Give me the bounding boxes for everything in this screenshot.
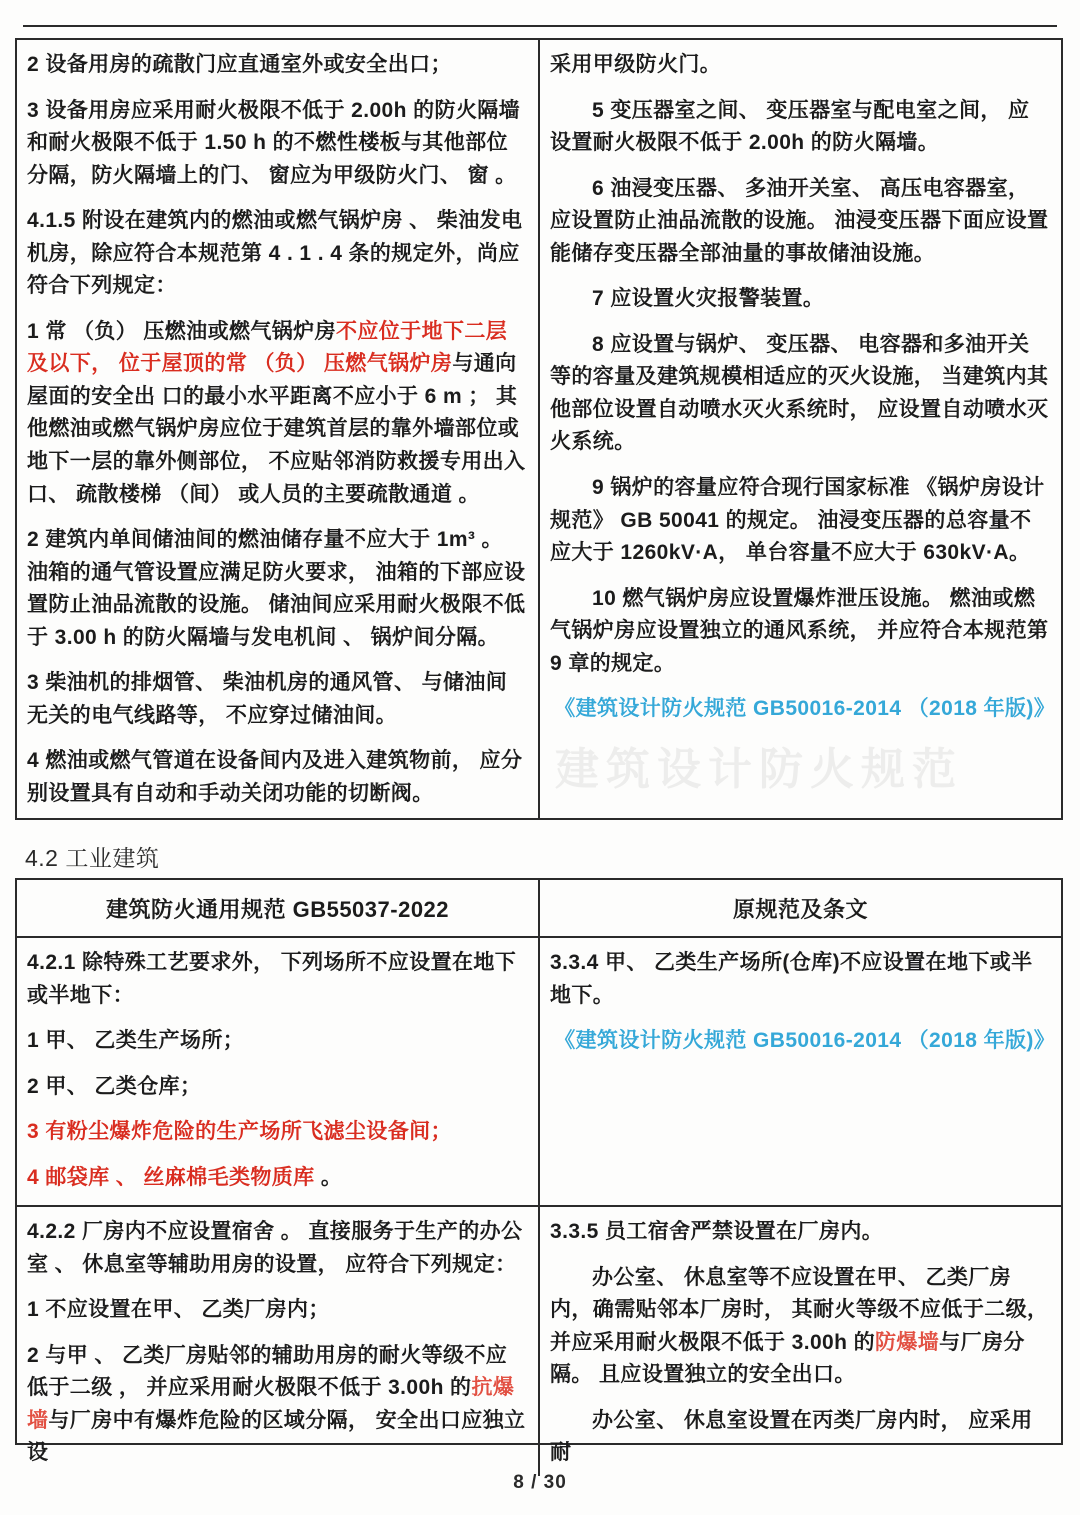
text-run: 10 燃气锅炉房应设置爆炸泄压设施。 燃油或燃气锅炉房应设置独立的通风系统， 并应符合本规范第 9 章的规定。 [550,586,1049,675]
paragraph [27,316,526,511]
paragraph [550,173,1049,271]
paragraph [27,1025,526,1058]
text-run: 办公室、 休息室设置在丙类厂房内时， 应采用耐 [550,1408,1033,1465]
text-run: 1 常 （负） 压燃油或燃气锅炉房 [27,319,336,343]
paragraph [27,1116,526,1149]
paragraph [550,693,1056,726]
code-citation: 《建筑设计防火规范 GB50016-2014 （2018 年版)》 [554,697,1056,721]
watermark: 建筑设计防火规范 [555,745,963,794]
text-run: 4.2.2 厂房内不应设置宿舍 。 直接服务于生产的办公室 、 休息室等辅助用房的设置， 应符合下列规定： [27,1220,523,1276]
text-run: 2 建筑内单间储油间的燃油储存量不应大于 1m³ 。 油箱的通气管设置应满足防火要求， 油箱的下部应设置防止油品流散的设施。 储油间应采用耐火极限不低于 3.00 h 的防火隔墙与发电机间 、 锅炉间分隔。 [27,528,526,649]
table-continuation-rule [23,25,1057,27]
text-run: 4.1.5 附设在建筑内的燃油或燃气锅炉房 、 柴油发电机房，除应符合本规范第 4 . 1 . 4 条的规定外，尚应符合下列规定： [27,209,523,298]
paragraph [550,329,1049,459]
text-run: 4 燃油或燃气管道在设备间内及进入建筑物前， 应分别设置具有自动和手动关闭功能的切断阀。 [27,749,523,805]
text-run: 5 变压器室之间、 变压器室与配电室之间， 应设置耐火极限不低于 2.00h 的防火隔墙。 [550,98,1030,155]
text-run: 2 与甲 、 乙类厂房贴邻的辅助用房的耐火等级不应低于二级 ， 并应采用耐火极限不低于 3.00h 的 [27,1343,508,1400]
paragraph [550,1025,1056,1058]
page-number: 8 / 30 [513,1472,567,1493]
paragraph [27,524,526,654]
table2-row1-right-cell [540,938,1061,1207]
text-run: 与厂房分隔。 且应设置独立的安全出口。 [550,1330,1025,1387]
text-run: 4.2.1 除特殊工艺要求外， 下列场所不应设置在地下或半地下： [27,951,517,1007]
table2-header-original-code: 原规范及条文 [540,880,1061,938]
text-run: 1 不应设置在甲、 乙类厂房内； [27,1298,330,1322]
paragraph [550,1216,1049,1249]
code-citation: 《建筑设计防火规范 GB50016-2014 （2018 年版)》 [554,1029,1056,1053]
paragraph [27,205,526,303]
highlighted-text-run: 抗爆墙 [27,1376,515,1432]
comparison-table-equipment-rooms [15,38,1063,820]
text-run: 3.3.5 员工宿舍严禁设置在厂房内。 [550,1220,884,1243]
paragraph [27,1071,526,1104]
table2-header-new-code: 建筑防火通用规范 GB55037-2022 [17,880,540,938]
paragraph [550,95,1049,160]
paragraph [27,745,526,810]
paragraph [550,472,1049,570]
paragraph [27,1216,526,1281]
paragraph [550,49,1049,82]
table2-row2-left-cell [17,1207,540,1476]
text-run: 1 甲、 乙类生产场所； [27,1029,245,1053]
highlighted-text-run: 防爆墙 [874,1330,940,1354]
text-run: 2 设备用房的疏散门应直通室外或安全出口； [27,53,452,76]
paragraph [550,1405,1049,1470]
text-run: 8 应设置与锅炉、 变压器、 电容器和多油开关等的容量及建筑规模相适应的灭火设施， 当建筑内其他部位设置自动喷水灭火系统时， 应设置自动喷水灭火系统。 [550,332,1049,454]
paragraph [27,1294,526,1327]
table1-left-cell-gb55037 [17,40,540,818]
paragraph [27,49,526,82]
paragraph [27,95,526,193]
text-run: 采用甲级防火门。 [550,53,722,76]
paragraph [27,947,526,1012]
text-run: 办公室、 休息室等不应设置在甲、 乙类厂房内，确需贴邻本厂房时， 其耐火等级不应低于二级， 并应采用耐火极限不低于 3.00h 的 [550,1265,1049,1354]
highlighted-text-run: 不应位于地下二层 及以下， 位于屋顶的常 （负） 压燃气锅炉房 [27,319,508,376]
table2-row1-left-cell [17,938,540,1207]
text-run: 3.3.4 甲、 乙类生产场所(仓库)不应设置在地下或半地下。 [550,951,1033,1007]
highlighted-text-run: 4 邮袋库 、 丝麻棉毛类物质库 [27,1165,321,1189]
text-run: 2 甲、 乙类仓库； [27,1074,202,1098]
table1-right-cell-original-code [540,40,1061,818]
text-run: 3 柴油机的排烟管、 柴油机房的通风管、 与储油间无关的电气线路等， 不应穿过储油间。 [27,671,508,727]
paragraph [550,283,1049,316]
section-heading: 4.2 工业建筑 [25,845,160,871]
text-run: 3 设备用房应采用耐火极限不低于 2.00h 的防火隔墙和耐火极限不低于 1.50 h 的不燃性楼板与其他部位分隔，防火隔墙上的门、 窗应为甲级防火门、 窗 。 [27,98,521,187]
paragraph [27,1162,526,1195]
paragraph [550,583,1049,681]
text-run: 。 [320,1165,343,1189]
text-run: 与通向屋面的安全出 口的最小水平距离不应小于 6 m ； 其他燃油或燃气锅炉房应位于建筑首层的靠外墙部位或地下一层的靠外侧部位， 不应贴邻消防救援专用出入口、 疏散楼梯 （间） 或人员的主要疏散通道 。 [27,352,526,506]
table2-row2-right-cell [540,1207,1061,1476]
text-run: 6 油浸变压器、 多油开关室、 高压电容器室， 应设置防止油品流散的设施。 油浸变压器下面应设置能储存变压器全部油量的事故储油设施。 [550,176,1049,265]
text-run: 7 应设置火灾报警装置。 [592,287,825,311]
paragraph [27,1340,526,1470]
paragraph [550,1262,1049,1392]
paragraph [27,667,526,732]
text-run: 9 锅炉的容量应符合现行国家标准 《锅炉房设计规范》 GB 50041 的规定。 油浸变压器的总容量不应大于 1260kV·A， 单台容量不应大于 630kV·A。 [550,476,1045,565]
paragraph [550,947,1049,1012]
comparison-table-industrial-buildings [15,878,1063,1465]
text-run: 与厂房中有爆炸危险的区域分隔， 安全出口应独立设 [27,1408,526,1465]
highlighted-text-run: 3 有粉尘爆炸危险的生产场所飞滤尘设备间； [27,1120,452,1144]
